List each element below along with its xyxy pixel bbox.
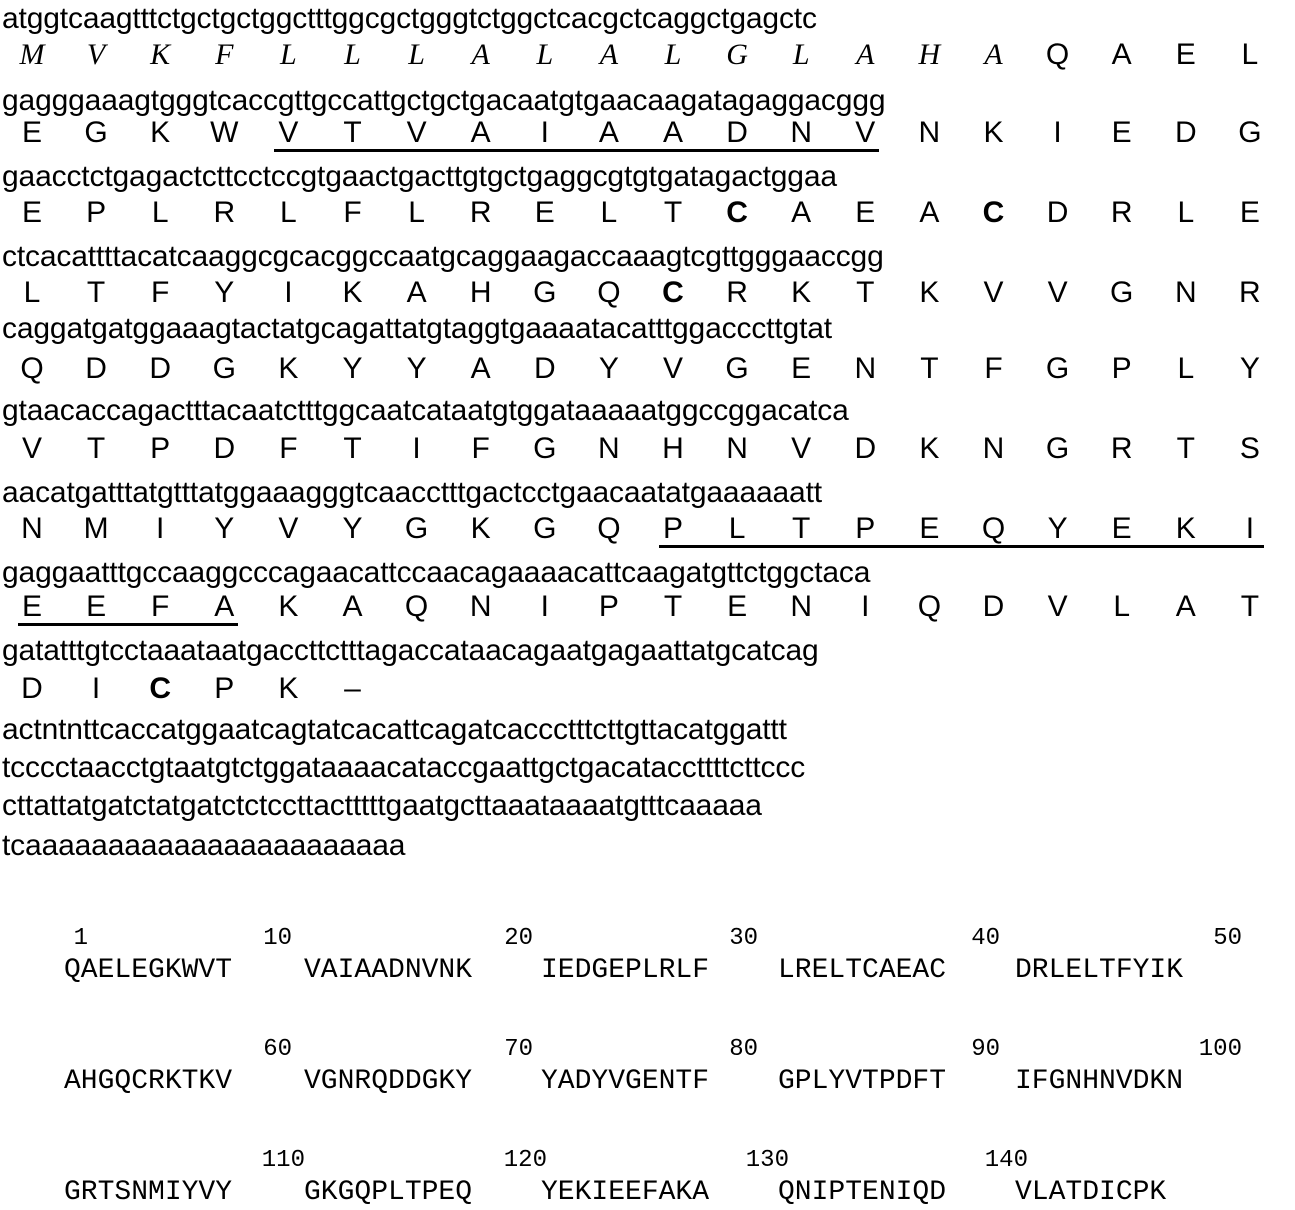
peptide-underline [274,149,879,152]
amino-acid-residue: P [855,512,876,545]
amino-acid-residue: L [151,196,169,229]
protein-sequence-group: QNIPTENIQD [778,1177,947,1208]
nucleotide-line: gaacctctgagactcttcctccgtgaactgacttgtgctgaggcgtgtgatagactggaa [2,160,837,193]
nucleotide-line: gatatttgtcctaaataatgaccttctttagaccataacagaatgagaattatgcatcag [2,634,819,667]
amino-acid-residue: E [727,590,748,623]
amino-acid-residue: T [856,276,875,309]
protein-sequence-group: YEKIEEFAKA [541,1177,710,1208]
amino-acid-residue: A [598,116,619,149]
amino-acid-residue: C [982,196,1005,229]
protein-sequence-group: IFGNHNVDKN [1015,1066,1184,1097]
amino-acid-residue: F [984,352,1003,385]
amino-acid-residue: Q [981,512,1006,545]
amino-acid-residue: D [149,352,172,385]
amino-acid-residue: L [536,38,554,71]
amino-acid-residue: E [21,196,42,229]
nucleotide-line: tcaaaaaaaaaaaaaaaaaaaaaaa [2,829,406,862]
amino-acid-residue: F [151,590,170,623]
protein-sequence-group: LRELTCAEAC [778,955,947,986]
amino-acid-residue: C [149,672,172,705]
residue-position-number: 10 [263,925,292,952]
protein-sequence-group: AHGQCRKTKV [64,1066,233,1097]
amino-acid-residue: V [662,352,683,385]
amino-acid-residue: K [278,590,299,623]
protein-sequence-group: VAIAADNVNK [304,955,473,986]
residue-position-number: 80 [729,1036,758,1063]
amino-acid-residue: R [1239,276,1261,309]
amino-acid-residue: I [156,512,165,545]
amino-acid-residue: A [984,38,1003,71]
amino-acid-residue: D [533,352,556,385]
amino-acid-residue: V [406,116,427,149]
amino-acid-residue: K [919,276,940,309]
amino-acid-residue: G [726,38,748,71]
amino-acid-residue: L [344,38,361,71]
amino-acid-residue: S [1239,432,1260,465]
amino-acid-residue: I [412,432,421,465]
amino-acid-residue: E [21,116,42,149]
amino-acid-residue: L [408,196,425,229]
amino-acid-residue: E [1111,116,1132,149]
amino-acid-residue: V [1047,590,1068,623]
amino-acid-residue: N [469,590,492,623]
residue-position-number: 50 [1213,925,1242,952]
amino-acid-residue: I [1053,116,1062,149]
amino-acid-residue: P [598,590,619,623]
amino-acid-residue: E [1239,196,1260,229]
residue-position-number: 140 [984,1147,1028,1174]
amino-acid-residue: L [408,38,425,71]
nucleotide-line: atggtcaagtttctgctgctggctttggcgctgggtctggctcacgctcaggctgagctc [2,2,817,35]
residue-position-number: 30 [729,925,758,952]
amino-acid-residue: D [85,352,107,385]
amino-acid-residue: G [1110,276,1134,309]
amino-acid-residue: L [1177,196,1195,229]
nucleotide-line: cttattatgatctatgatctctccttactttttgaatgcttaaataaaatgtttcaaaaa [2,789,762,822]
amino-acid-residue: T [663,590,683,623]
amino-acid-residue: A [342,590,363,623]
amino-acid-residue: T [86,276,106,309]
amino-acid-residue: C [662,276,684,309]
residue-position-number: 130 [745,1147,789,1174]
amino-acid-residue: G [533,276,557,309]
amino-acid-residue: E [86,590,107,623]
amino-acid-residue: A [214,590,235,623]
amino-acid-residue: G [725,352,749,385]
amino-acid-residue: V [86,38,106,71]
residue-position-number: 1 [73,925,88,952]
amino-acid-residue: H [918,38,941,71]
amino-acid-residue: T [1176,432,1195,465]
nucleotide-line: gaggaatttgccaaggcccagaacattccaacagaaaacattcaagatgttctggctaca [2,556,871,589]
amino-acid-residue: K [342,276,363,309]
amino-acid-residue: K [150,116,171,149]
amino-acid-residue: E [1175,38,1196,71]
amino-acid-residue: D [982,590,1005,623]
amino-acid-residue: D [1046,196,1069,229]
amino-acid-residue: I [540,116,549,149]
amino-acid-residue: L [792,38,810,71]
amino-acid-residue: L [23,276,41,309]
amino-acid-residue: N [790,116,813,149]
amino-acid-residue: K [470,512,491,545]
amino-acid-residue: Y [406,352,427,385]
amino-acid-residue: N [918,116,941,149]
amino-acid-residue: Y [342,512,363,545]
amino-acid-residue: K [919,432,940,465]
amino-acid-residue: F [215,38,234,71]
protein-sequence-group: QAELEGKWVT [64,955,233,986]
amino-acid-residue: V [21,432,42,465]
amino-acid-residue: M [83,512,109,545]
nucleotide-line: caggatgatggaaagtactatgcagattatgtaggtgaaaatacatttggacccttgtat [2,312,832,345]
amino-acid-residue: L [728,512,746,545]
amino-acid-residue: L [1177,352,1195,385]
amino-acid-residue: C [726,196,748,229]
amino-acid-residue: R [726,276,748,309]
peptide-underline [659,545,1264,548]
amino-acid-residue: Q [404,590,429,623]
residue-position-number: 20 [504,925,533,952]
amino-acid-residue: Q [917,590,942,623]
amino-acid-residue: E [919,512,940,545]
amino-acid-residue: H [662,432,684,465]
amino-acid-residue: N [854,352,877,385]
amino-acid-residue: I [540,590,549,623]
amino-acid-residue: P [86,196,107,229]
amino-acid-residue: L [280,38,297,71]
amino-acid-residue: G [1045,352,1070,385]
amino-acid-residue: L [1113,590,1131,623]
protein-sequence-group: GKGQPLTPEQ [304,1177,473,1208]
amino-acid-residue: V [983,276,1004,309]
protein-sequence-group: VLATDICPK [1015,1177,1167,1208]
residue-position-number: 90 [971,1036,1000,1063]
amino-acid-residue: P [214,672,235,705]
amino-acid-residue: F [151,276,170,309]
amino-acid-residue: A [599,38,619,71]
amino-acid-residue: A [919,196,940,229]
amino-acid-residue: T [343,116,362,149]
amino-acid-residue: Q [1045,38,1070,71]
amino-acid-residue: E [855,196,876,229]
amino-acid-residue: F [343,196,362,229]
amino-acid-residue: A [471,38,490,71]
amino-acid-residue: W [210,116,239,149]
amino-acid-residue: Y [1239,352,1260,385]
amino-acid-residue: N [726,432,748,465]
amino-acid-residue: R [213,196,236,229]
amino-acid-residue: A [791,196,812,229]
amino-acid-residue: Y [598,352,619,385]
amino-acid-residue: N [21,512,43,545]
amino-acid-residue: Q [20,352,44,385]
amino-acid-residue: N [982,432,1005,465]
protein-sequence-group: IEDGEPLRLF [541,955,710,986]
amino-acid-residue: I [91,672,101,705]
amino-acid-residue: I [861,590,870,623]
amino-acid-residue: A [406,276,427,309]
residue-position-number: 110 [261,1147,305,1174]
protein-sequence-group: DRLELTFYIK [1015,955,1184,986]
amino-acid-residue: E [534,196,555,229]
amino-acid-residue: V [278,512,299,545]
amino-acid-residue: D [21,672,43,705]
amino-acid-residue: K [278,352,299,385]
amino-acid-residue: L [280,196,297,229]
amino-acid-residue: G [1045,432,1070,465]
amino-acid-residue: D [213,432,236,465]
amino-acid-residue: P [150,432,171,465]
nucleotide-line: ctcacattttacatcaaggcgcacggccaatgcaggaagaccaaagtcgttgggaaccgg [2,240,884,273]
amino-acid-residue: G [1238,116,1262,149]
amino-acid-residue: T [920,352,939,385]
amino-acid-residue: Y [342,352,363,385]
amino-acid-residue: T [663,196,683,229]
amino-acid-residue: G [84,116,108,149]
amino-acid-residue: Q [597,276,621,309]
nucleotide-line: aacatgatttatgtttatggaaagggtcaacctttgactcctgaacaatatgaaaaaatt [2,476,822,509]
amino-acid-residue: Y [214,512,235,545]
amino-acid-residue: A [470,352,491,385]
amino-acid-residue: G [404,512,429,545]
nucleotide-line: tcccctaacctgtaatgtctggataaaacataccgaattgctgacataccttttcttccc [2,751,806,784]
peptide-underline [18,623,238,626]
amino-acid-residue: V [855,116,876,149]
amino-acid-residue: A [1111,38,1132,71]
amino-acid-residue: G [533,512,557,545]
amino-acid-residue: R [469,196,492,229]
amino-acid-residue: P [662,512,683,545]
amino-acid-residue: N [1174,276,1197,309]
amino-acid-residue: T [86,432,106,465]
amino-acid-residue: Y [214,276,235,309]
amino-acid-residue: R [1110,196,1133,229]
amino-acid-residue: V [278,116,299,149]
amino-acid-residue: D [1174,116,1197,149]
amino-acid-residue: N [790,590,813,623]
amino-acid-residue: T [343,432,362,465]
amino-acid-residue: K [983,116,1004,149]
nucleotide-line: gtaacaccagactttacaatctttggcaatcataatgtggataaaaatggccggacatca [2,394,849,427]
protein-sequence-group: GRTSNMIYVY [64,1177,233,1208]
nucleotide-line: gagggaaagtgggtcaccgttgccattgctgctgacaatgtgaacaagatagaggacggg [2,84,886,117]
residue-position-number: 40 [971,925,1000,952]
amino-acid-residue: E [791,352,812,385]
residue-position-number: 70 [504,1036,533,1063]
amino-acid-residue: T [1240,590,1260,623]
amino-acid-residue: L [664,38,682,71]
amino-acid-residue: M [19,38,45,71]
amino-acid-residue: G [533,432,557,465]
amino-acid-residue: T [792,512,811,545]
amino-acid-residue: P [1111,352,1132,385]
amino-acid-residue: I [1245,512,1255,545]
amino-acid-residue: D [726,116,748,149]
amino-acid-residue: H [469,276,492,309]
amino-acid-residue: A [470,116,491,149]
amino-acid-residue: N [598,432,620,465]
amino-acid-residue: Y [1047,512,1068,545]
amino-acid-residue: F [471,432,490,465]
amino-acid-residue: Q [597,512,621,545]
protein-sequence-group: VGNRQDDGKY [304,1066,473,1097]
amino-acid-residue: L [1241,38,1259,71]
amino-acid-residue: I [284,276,293,309]
nucleotide-line: actntnttcaccatggaatcagtatcacattcagatcaccctttcttgttacatggattt [2,713,787,746]
amino-acid-residue: G [212,352,236,385]
amino-acid-residue: A [856,38,875,71]
protein-sequence-group: YADYVGENTF [541,1066,710,1097]
amino-acid-residue: V [1047,276,1068,309]
amino-acid-residue: D [854,432,877,465]
amino-acid-residue: V [791,432,812,465]
amino-acid-residue: E [1111,512,1132,545]
amino-acid-residue: L [600,196,618,229]
residue-position-number: 100 [1198,1036,1242,1063]
amino-acid-residue: – [344,672,361,705]
residue-position-number: 120 [503,1147,547,1174]
amino-acid-residue: A [662,116,683,149]
amino-acid-residue: F [279,432,298,465]
amino-acid-residue: A [1175,590,1196,623]
amino-acid-residue: R [1110,432,1133,465]
amino-acid-residue: E [21,590,42,623]
protein-sequence-group: GPLYVTPDFT [778,1066,947,1097]
amino-acid-residue: K [278,672,299,705]
amino-acid-residue: K [1175,512,1196,545]
residue-position-number: 60 [263,1036,292,1063]
amino-acid-residue: K [150,38,171,71]
amino-acid-residue: K [791,276,812,309]
